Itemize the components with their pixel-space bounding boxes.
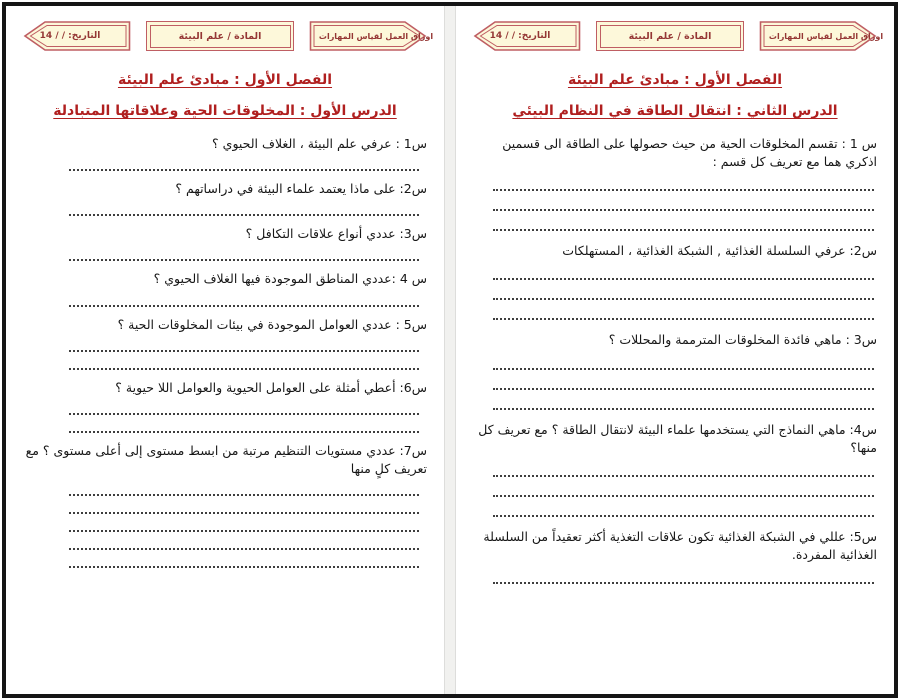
questions-list [23,135,427,568]
worksheet-frame [2,2,898,698]
question-block [23,225,427,261]
answer-line [69,528,419,532]
question-block [23,316,427,370]
chapter-title: الفصل الأول : مبادئ علم البيئة [117,72,333,88]
question-block [23,180,427,216]
answer-lines [23,303,427,307]
question-text: س6: أعطي أمثلة على العوامل الحيوية والعوامل اللا حيوية ؟ [115,379,427,395]
worksheet-banner-label: اوراق العمل لقياس المهارات [318,31,434,41]
worksheet-banner-label: اوراق العمل لقياس المهارات [768,31,884,41]
question-block [23,270,427,306]
question-text: س2: على ماذا يعتمد علماء البيئة في دراساتهم ؟ [175,181,427,197]
answer-line [493,366,874,370]
answer-line [69,429,419,433]
answer-line [69,492,419,496]
questions-list [473,135,877,584]
subject-box [596,21,744,51]
answer-line [493,207,874,211]
date-banner-label: التاريخ: / / 14 [489,31,551,41]
question-text: س3: عددي أنواع علاقات التكافل ؟ [245,226,427,242]
answer-lines [473,580,877,584]
answer-line [493,227,874,231]
question-text: س5: عللي في الشبكة الغذائية تكون علاقات التغذية أكثر تعقيداً من السلسلة الغذائية المفردة. [483,528,877,562]
answer-line [69,411,419,415]
answer-line [493,493,874,497]
answer-line [69,366,419,370]
answer-line [69,510,419,514]
page-left-header [23,15,434,57]
question-block [473,135,877,231]
question-text: س1 : عرفي علم البيئة ، الغلاف الحيوي ؟ [212,136,427,151]
answer-line [493,316,874,320]
question-block [23,442,427,568]
answer-lines [473,366,877,410]
question-text: س4: ماهي النماذج التي يستخدمها علماء البيئة لانتقال الطاقة ؟ مع تعريف كل منها؟ [478,421,877,455]
page-right [456,6,894,694]
answer-line [69,546,419,550]
answer-lines [473,187,877,231]
question-block [23,135,427,171]
question-block [23,379,427,433]
answer-line [493,386,874,390]
answer-lines [23,257,427,261]
answer-line [69,167,419,171]
question-text: س2: عرفي السلسلة الغذائية , الشبكة الغذائية ، المستهلكات [562,243,877,259]
answer-line [69,303,419,307]
lesson-title: الدرس الأول : المخلوقات الحية وعلاقاتها المتبادلة [53,103,397,119]
chapter-title: الفصل الأول : مبادئ علم البيئة [567,72,783,88]
date-banner [473,17,581,55]
answer-line [493,406,874,410]
question-text: س 1 : تقسم المخلوقات الحية من حيث حصولها على الطاقة الى قسمين اذكري هما مع تعريف كل قسم : [502,136,877,170]
answer-lines [23,212,427,216]
question-block [473,242,877,320]
question-text: س 4 :عددي المناطق الموجودة فيها الغلاف الحيوي ؟ [153,271,427,287]
subject-box-label: المادة / علم البيئة [150,25,291,48]
question-block [473,528,877,584]
subject-box-label: المادة / علم البيئة [600,25,741,48]
answer-line [493,187,874,191]
answer-line [69,257,419,261]
answer-line [493,473,874,477]
answer-line [493,580,874,584]
answer-lines [473,276,877,320]
answer-line [493,296,874,300]
page-left [6,6,444,694]
answer-line [69,348,419,352]
page-gutter [444,6,456,694]
date-banner [23,17,131,55]
answer-line [69,564,419,568]
subject-box [146,21,294,51]
question-block [473,421,877,517]
worksheet-banner [309,17,434,55]
answer-line [493,276,874,280]
question-text: س3 : ماهي فائدة المخلوقات المترممة والمحللات ؟ [608,332,877,348]
answer-lines [23,167,427,171]
worksheet-banner [759,17,884,55]
lesson-title: الدرس الثاني : انتقال الطاقة في النظام البيئي [512,103,838,119]
date-banner-label: التاريخ: / / 14 [39,31,101,41]
answer-lines [23,411,427,433]
answer-lines [23,492,427,568]
answer-line [493,513,874,517]
question-text: س5 : عددي العوامل الموجودة في بيئات المخلوقات الحية ؟ [117,316,427,332]
page-right-header [473,15,884,57]
answer-lines [473,473,877,517]
answer-line [69,212,419,216]
question-text: س7: عددي مستويات التنظيم مرتبة من ابسط مستوى إلى أعلى مستوى ؟ مع تعريف كلٍ منها [25,442,427,476]
answer-lines [23,348,427,370]
question-block [473,331,877,409]
